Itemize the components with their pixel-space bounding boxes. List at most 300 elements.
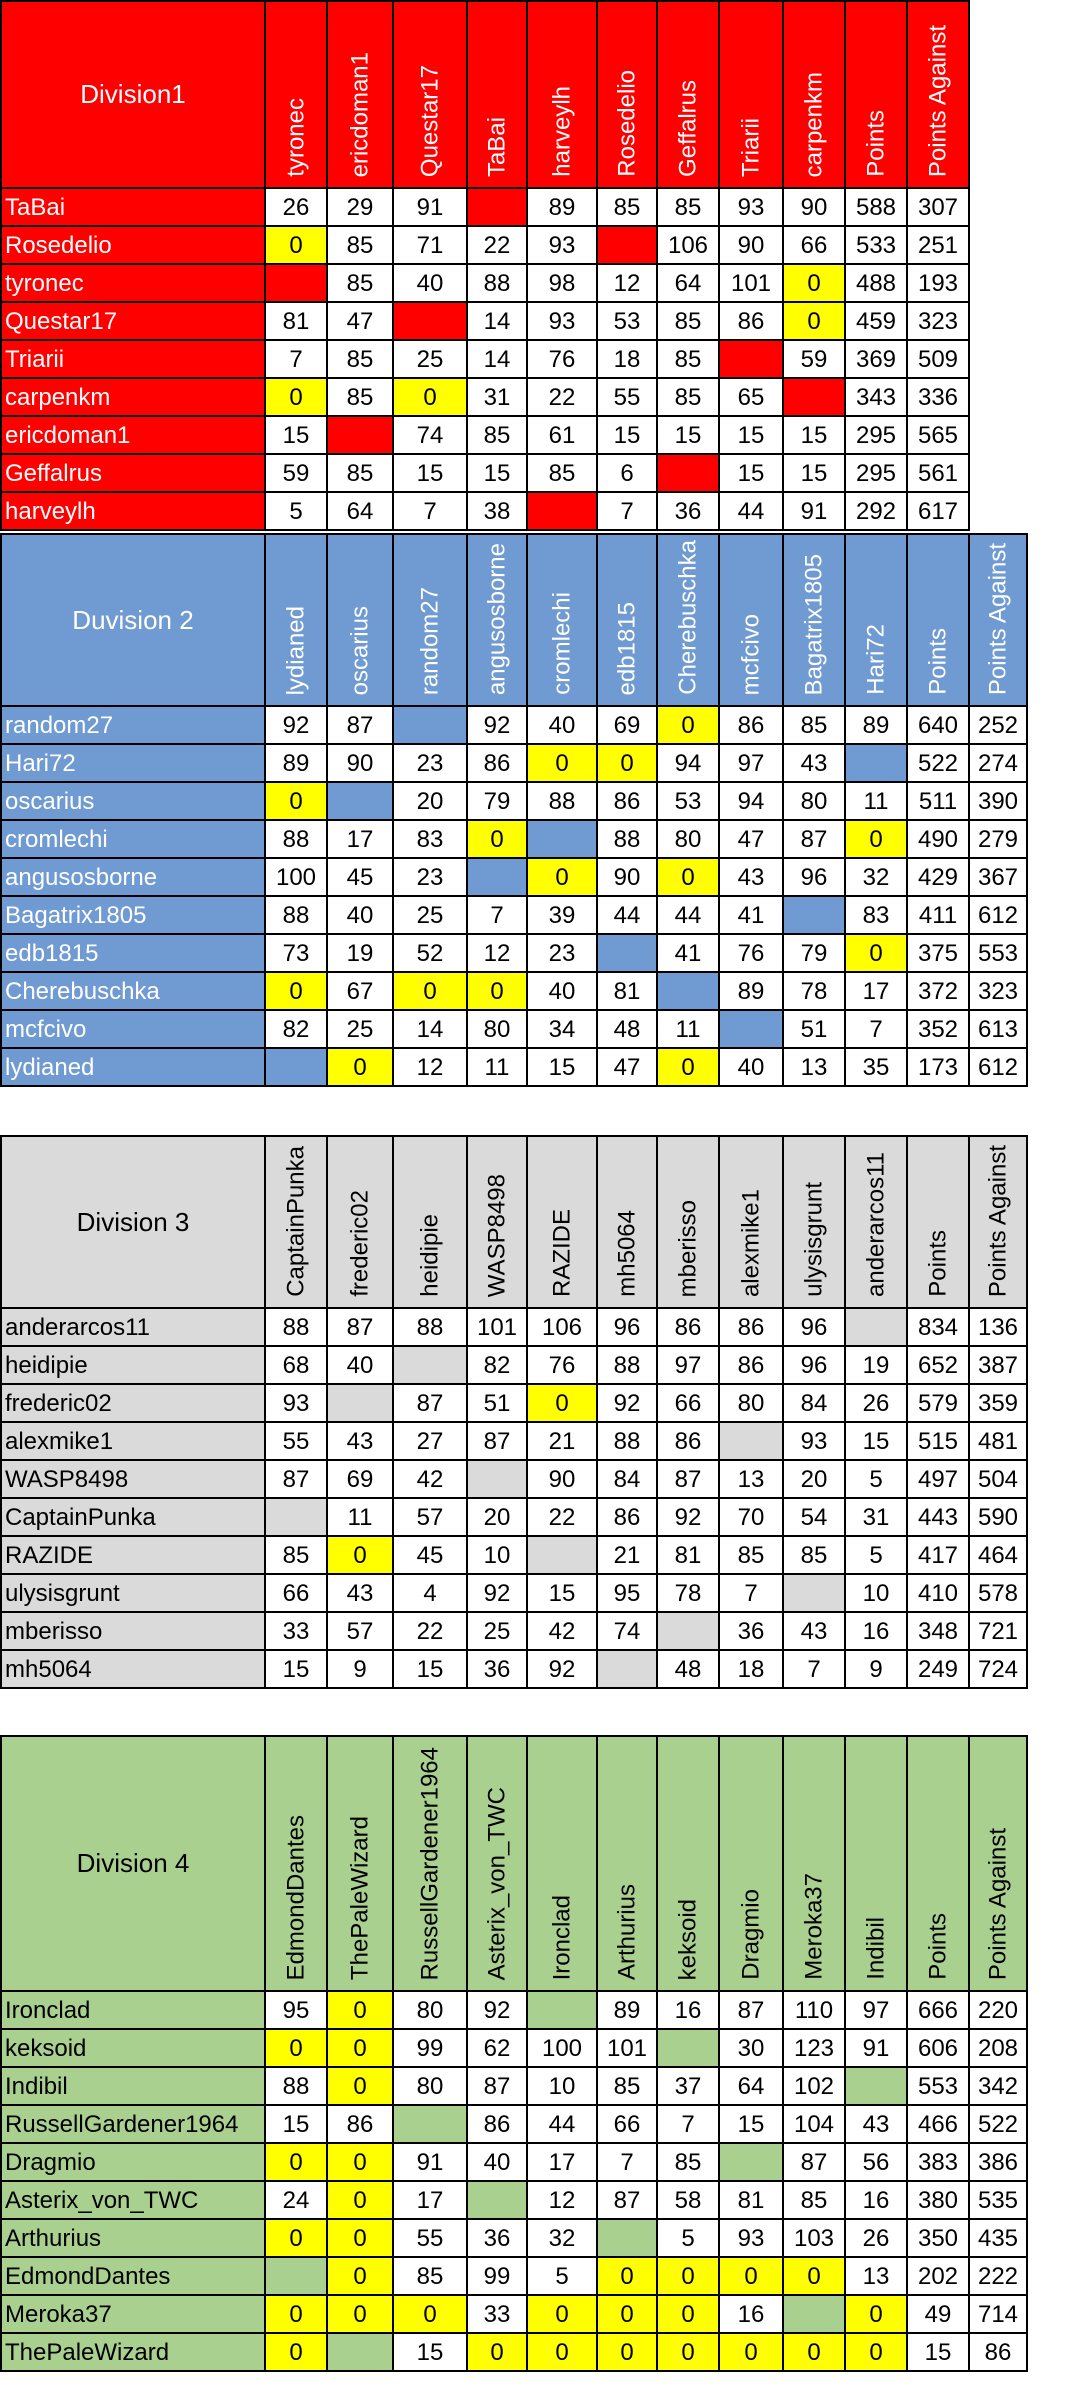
table-row [1, 744, 1027, 782]
score-cell: 5 [527, 2257, 597, 2295]
score-cell: 0 [265, 2333, 327, 2371]
column-header-label: RussellGardener1964 [416, 1746, 444, 1980]
score-cell: 78 [657, 1574, 719, 1612]
score-cell: 80 [393, 2067, 467, 2105]
column-header-label: mcfcivo [737, 613, 765, 695]
self-match-cell [719, 1422, 783, 1460]
score-cell: 27 [393, 1422, 467, 1460]
self-match-cell [845, 744, 907, 782]
division-4-table [0, 1735, 1028, 2372]
score-cell: 85 [719, 1536, 783, 1574]
score-cell: 22 [527, 1498, 597, 1536]
column-header [969, 534, 1027, 706]
score-cell: 369 [845, 340, 907, 378]
score-cell: 48 [597, 1010, 657, 1048]
score-cell: 0 [597, 2257, 657, 2295]
column-header-label: CaptainPunka [282, 1146, 310, 1297]
score-cell: 0 [597, 744, 657, 782]
column-header [527, 1, 597, 188]
score-cell: 0 [527, 2333, 597, 2371]
column-header-label: edb1815 [613, 601, 641, 695]
player-name: EdmondDantes [1, 2257, 265, 2295]
score-cell: 0 [393, 2295, 467, 2333]
score-cell: 39 [527, 896, 597, 934]
player-name: Dragmio [1, 2143, 265, 2181]
score-cell: 92 [265, 706, 327, 744]
player-name: angusosborne [1, 858, 265, 896]
score-cell: 15 [265, 1650, 327, 1688]
score-cell: 834 [907, 1308, 969, 1346]
score-cell: 81 [719, 2181, 783, 2219]
self-match-cell [393, 706, 467, 744]
score-cell: 66 [265, 1574, 327, 1612]
score-cell: 91 [393, 188, 467, 226]
score-cell: 88 [265, 820, 327, 858]
column-header-label: heidipie [416, 1214, 444, 1297]
score-cell: 54 [783, 1498, 845, 1536]
score-cell: 14 [467, 302, 527, 340]
score-cell: 613 [969, 1010, 1027, 1048]
score-cell: 0 [327, 2219, 393, 2257]
score-cell: 11 [327, 1498, 393, 1536]
score-cell: 612 [969, 1048, 1027, 1086]
column-header-label: Points Against [984, 542, 1012, 695]
column-header-label: Meroka37 [800, 1873, 828, 1980]
score-cell: 352 [907, 1010, 969, 1048]
score-cell: 40 [393, 264, 467, 302]
score-cell: 14 [467, 340, 527, 378]
score-cell: 0 [657, 858, 719, 896]
score-cell: 85 [527, 454, 597, 492]
table-row [1, 2257, 1027, 2295]
column-header [467, 1, 527, 188]
table-row [1, 1991, 1027, 2029]
self-match-cell [783, 896, 845, 934]
score-cell: 535 [969, 2181, 1027, 2219]
score-cell: 83 [845, 896, 907, 934]
score-cell: 93 [527, 302, 597, 340]
score-cell: 92 [657, 1498, 719, 1536]
score-cell: 67 [327, 972, 393, 1010]
column-header [845, 1736, 907, 1991]
player-name: Indibil [1, 2067, 265, 2105]
score-cell: 87 [467, 2067, 527, 2105]
column-header [467, 534, 527, 706]
score-cell: 7 [597, 2143, 657, 2181]
score-cell: 78 [783, 972, 845, 1010]
score-cell: 80 [719, 1384, 783, 1422]
score-cell: 55 [393, 2219, 467, 2257]
score-cell: 386 [969, 2143, 1027, 2181]
score-cell: 193 [907, 264, 969, 302]
score-cell: 0 [783, 2257, 845, 2295]
score-cell: 99 [393, 2029, 467, 2067]
score-cell: 25 [393, 896, 467, 934]
table-row [1, 1612, 1027, 1650]
column-header-label: Points [862, 110, 890, 177]
score-cell: 87 [265, 1460, 327, 1498]
player-name: Hari72 [1, 744, 265, 782]
score-cell: 79 [467, 782, 527, 820]
score-cell: 80 [393, 1991, 467, 2029]
score-cell: 89 [265, 744, 327, 782]
score-cell: 18 [719, 1650, 783, 1688]
score-cell: 91 [393, 2143, 467, 2181]
score-cell: 86 [657, 1422, 719, 1460]
score-cell: 36 [467, 2219, 527, 2257]
score-cell: 74 [393, 416, 467, 454]
column-header [393, 534, 467, 706]
column-header [783, 1136, 845, 1308]
score-cell: 90 [719, 226, 783, 264]
score-cell: 85 [265, 1536, 327, 1574]
score-cell: 97 [845, 1991, 907, 2029]
score-cell: 48 [657, 1650, 719, 1688]
player-name: carpenkm [1, 378, 265, 416]
column-header [657, 534, 719, 706]
score-cell: 87 [597, 2181, 657, 2219]
self-match-cell [393, 2105, 467, 2143]
score-cell: 17 [327, 820, 393, 858]
table-row [1, 340, 969, 378]
score-cell: 98 [527, 264, 597, 302]
player-name: ThePaleWizard [1, 2333, 265, 2371]
score-cell: 66 [597, 2105, 657, 2143]
header-row [1, 1136, 1027, 1308]
column-header [467, 1136, 527, 1308]
self-match-cell [467, 2181, 527, 2219]
self-match-cell [597, 934, 657, 972]
score-cell: 81 [657, 1536, 719, 1574]
score-cell: 274 [969, 744, 1027, 782]
score-cell: 76 [527, 1346, 597, 1384]
score-cell: 0 [657, 2257, 719, 2295]
table-row [1, 2295, 1027, 2333]
score-cell: 102 [783, 2067, 845, 2105]
column-header [845, 1136, 907, 1308]
score-cell: 714 [969, 2295, 1027, 2333]
table-row [1, 2143, 1027, 2181]
score-cell: 5 [265, 492, 327, 530]
score-cell: 88 [467, 264, 527, 302]
column-header [265, 1, 327, 188]
column-header-label: ericdoman1 [346, 51, 374, 177]
score-cell: 88 [265, 2067, 327, 2105]
column-header-label: Geffalrus [674, 80, 702, 177]
column-header [719, 534, 783, 706]
score-cell: 87 [783, 820, 845, 858]
score-cell: 71 [393, 226, 467, 264]
score-cell: 15 [597, 416, 657, 454]
self-match-cell [845, 1308, 907, 1346]
score-cell: 69 [597, 706, 657, 744]
self-match-cell [597, 226, 657, 264]
table-row [1, 2067, 1027, 2105]
player-name: random27 [1, 706, 265, 744]
column-header-label: Bagatrix1805 [800, 553, 828, 695]
score-cell: 87 [327, 706, 393, 744]
player-name: Arthurius [1, 2219, 265, 2257]
column-header-label: EdmondDantes [282, 1814, 310, 1980]
score-cell: 85 [657, 378, 719, 416]
player-name: Meroka37 [1, 2295, 265, 2333]
column-header [597, 534, 657, 706]
table-row [1, 2181, 1027, 2219]
score-cell: 16 [719, 2295, 783, 2333]
score-cell: 17 [527, 2143, 597, 2181]
score-cell: 85 [597, 2067, 657, 2105]
score-cell: 5 [845, 1536, 907, 1574]
column-header-label: Arthurius [613, 1883, 641, 1980]
score-cell: 94 [719, 782, 783, 820]
column-header-label: Triarii [737, 117, 765, 177]
player-name: Bagatrix1805 [1, 896, 265, 934]
score-cell: 0 [467, 2333, 527, 2371]
score-cell: 497 [907, 1460, 969, 1498]
score-cell: 0 [265, 972, 327, 1010]
score-cell: 372 [907, 972, 969, 1010]
score-cell: 9 [845, 1650, 907, 1688]
score-cell: 466 [907, 2105, 969, 2143]
column-header [969, 1136, 1027, 1308]
score-cell: 90 [527, 1460, 597, 1498]
score-cell: 652 [907, 1346, 969, 1384]
score-cell: 43 [783, 1612, 845, 1650]
score-cell: 47 [719, 820, 783, 858]
column-header [327, 534, 393, 706]
score-cell: 101 [467, 1308, 527, 1346]
table-row [1, 1346, 1027, 1384]
column-header-label: RAZIDE [548, 1208, 576, 1297]
score-cell: 15 [907, 2333, 969, 2371]
score-cell: 0 [327, 1048, 393, 1086]
score-cell: 15 [527, 1574, 597, 1612]
self-match-cell [265, 2257, 327, 2295]
score-cell: 40 [327, 896, 393, 934]
score-cell: 0 [327, 2295, 393, 2333]
score-cell: 202 [907, 2257, 969, 2295]
score-cell: 7 [467, 896, 527, 934]
score-cell: 24 [265, 2181, 327, 2219]
score-cell: 15 [719, 454, 783, 492]
score-cell: 35 [845, 1048, 907, 1086]
score-cell: 86 [657, 1308, 719, 1346]
score-cell: 79 [783, 934, 845, 972]
score-cell: 515 [907, 1422, 969, 1460]
table-row [1, 820, 1027, 858]
score-cell: 10 [845, 1574, 907, 1612]
score-cell: 0 [393, 972, 467, 1010]
score-cell: 375 [907, 934, 969, 972]
score-cell: 511 [907, 782, 969, 820]
score-cell: 561 [907, 454, 969, 492]
self-match-cell [393, 1346, 467, 1384]
column-header-label: carpenkm [800, 71, 828, 177]
score-cell: 7 [719, 1574, 783, 1612]
score-cell: 40 [527, 972, 597, 1010]
column-header-label: Points Against [924, 24, 952, 177]
player-name: mh5064 [1, 1650, 265, 1688]
column-header-label: random27 [416, 586, 444, 695]
score-cell: 90 [783, 188, 845, 226]
player-name: oscarius [1, 782, 265, 820]
column-header-label: mberisso [674, 1199, 702, 1297]
score-cell: 55 [597, 378, 657, 416]
table-row [1, 454, 969, 492]
score-cell: 43 [783, 744, 845, 782]
score-cell: 123 [783, 2029, 845, 2067]
score-cell: 103 [783, 2219, 845, 2257]
column-header [719, 1, 783, 188]
score-cell: 32 [527, 2219, 597, 2257]
score-cell: 81 [597, 972, 657, 1010]
column-header [907, 1736, 969, 1991]
score-cell: 43 [327, 1574, 393, 1612]
score-cell: 387 [969, 1346, 1027, 1384]
score-cell: 459 [845, 302, 907, 340]
score-cell: 136 [969, 1308, 1027, 1346]
score-cell: 87 [467, 1422, 527, 1460]
score-cell: 7 [657, 2105, 719, 2143]
score-cell: 76 [527, 340, 597, 378]
column-header [845, 534, 907, 706]
column-header [597, 1136, 657, 1308]
column-header-label: Points Against [984, 1144, 1012, 1297]
score-cell: 80 [467, 1010, 527, 1048]
score-cell: 15 [719, 416, 783, 454]
score-cell: 88 [393, 1308, 467, 1346]
score-cell: 85 [327, 378, 393, 416]
player-name: keksoid [1, 2029, 265, 2067]
self-match-cell [719, 1010, 783, 1048]
player-name: mberisso [1, 1612, 265, 1650]
score-cell: 87 [657, 1460, 719, 1498]
score-cell: 15 [719, 2105, 783, 2143]
self-match-cell [783, 1574, 845, 1612]
score-cell: 44 [527, 2105, 597, 2143]
player-name: harveylh [1, 492, 265, 530]
column-header-label: Rosedelio [613, 70, 641, 177]
score-cell: 44 [657, 896, 719, 934]
division-title: Division1 [1, 1, 265, 188]
score-cell: 85 [467, 416, 527, 454]
score-cell: 97 [657, 1346, 719, 1384]
score-cell: 7 [265, 340, 327, 378]
column-header [719, 1136, 783, 1308]
column-header-label: Points [924, 1913, 952, 1980]
score-cell: 69 [327, 1460, 393, 1498]
score-cell: 0 [783, 2333, 845, 2371]
score-cell: 19 [327, 934, 393, 972]
score-cell: 0 [845, 2333, 907, 2371]
score-cell: 6 [597, 454, 657, 492]
score-cell: 0 [393, 378, 467, 416]
column-header [327, 1136, 393, 1308]
score-cell: 15 [265, 416, 327, 454]
column-header [907, 1, 969, 188]
score-cell: 11 [467, 1048, 527, 1086]
score-cell: 0 [527, 1384, 597, 1422]
table-row [1, 2029, 1027, 2067]
player-name: Asterix_von_TWC [1, 2181, 265, 2219]
score-cell: 33 [265, 1612, 327, 1650]
score-cell: 359 [969, 1384, 1027, 1422]
score-cell: 21 [597, 1536, 657, 1574]
score-cell: 724 [969, 1650, 1027, 1688]
score-cell: 40 [327, 1346, 393, 1384]
score-cell: 95 [597, 1574, 657, 1612]
header-row [1, 1736, 1027, 1991]
score-cell: 85 [393, 2257, 467, 2295]
score-cell: 86 [719, 706, 783, 744]
score-cell: 410 [907, 1574, 969, 1612]
score-cell: 86 [969, 2333, 1027, 2371]
score-cell: 42 [527, 1612, 597, 1650]
score-cell: 0 [327, 2029, 393, 2067]
score-cell: 100 [527, 2029, 597, 2067]
score-cell: 15 [393, 1650, 467, 1688]
score-cell: 82 [265, 1010, 327, 1048]
table-row [1, 706, 1027, 744]
self-match-cell [467, 188, 527, 226]
score-cell: 173 [907, 1048, 969, 1086]
score-cell: 666 [907, 1991, 969, 2029]
score-cell: 91 [845, 2029, 907, 2067]
score-cell: 0 [327, 1991, 393, 2029]
score-cell: 13 [719, 1460, 783, 1498]
self-match-cell [527, 492, 597, 530]
score-cell: 47 [327, 302, 393, 340]
score-cell: 86 [597, 782, 657, 820]
score-cell: 0 [527, 858, 597, 896]
score-cell: 0 [467, 820, 527, 858]
division-3-table [0, 1135, 1028, 1689]
score-cell: 87 [719, 1991, 783, 2029]
score-cell: 22 [393, 1612, 467, 1650]
column-header [783, 1736, 845, 1991]
column-header [783, 1, 845, 188]
table-row [1, 934, 1027, 972]
score-cell: 15 [783, 454, 845, 492]
score-cell: 85 [327, 226, 393, 264]
column-header-label: Hari72 [862, 624, 890, 695]
score-cell: 96 [783, 1346, 845, 1384]
score-cell: 36 [467, 1650, 527, 1688]
score-cell: 588 [845, 188, 907, 226]
score-cell: 21 [527, 1422, 597, 1460]
score-cell: 19 [845, 1346, 907, 1384]
column-header-label: Points Against [984, 1827, 1012, 1980]
column-header [393, 1, 467, 188]
self-match-cell [393, 302, 467, 340]
score-cell: 59 [783, 340, 845, 378]
column-header-label: ThePaleWizard [346, 1815, 374, 1980]
score-cell: 34 [527, 1010, 597, 1048]
score-cell: 53 [657, 782, 719, 820]
score-cell: 85 [783, 2181, 845, 2219]
player-name: Questar17 [1, 302, 265, 340]
score-cell: 23 [393, 744, 467, 782]
score-cell: 74 [597, 1612, 657, 1650]
self-match-cell [527, 1536, 597, 1574]
score-cell: 96 [783, 1308, 845, 1346]
score-cell: 91 [783, 492, 845, 530]
column-header [907, 534, 969, 706]
score-cell: 553 [907, 2067, 969, 2105]
score-cell: 51 [783, 1010, 845, 1048]
score-cell: 87 [327, 1308, 393, 1346]
score-cell: 96 [597, 1308, 657, 1346]
